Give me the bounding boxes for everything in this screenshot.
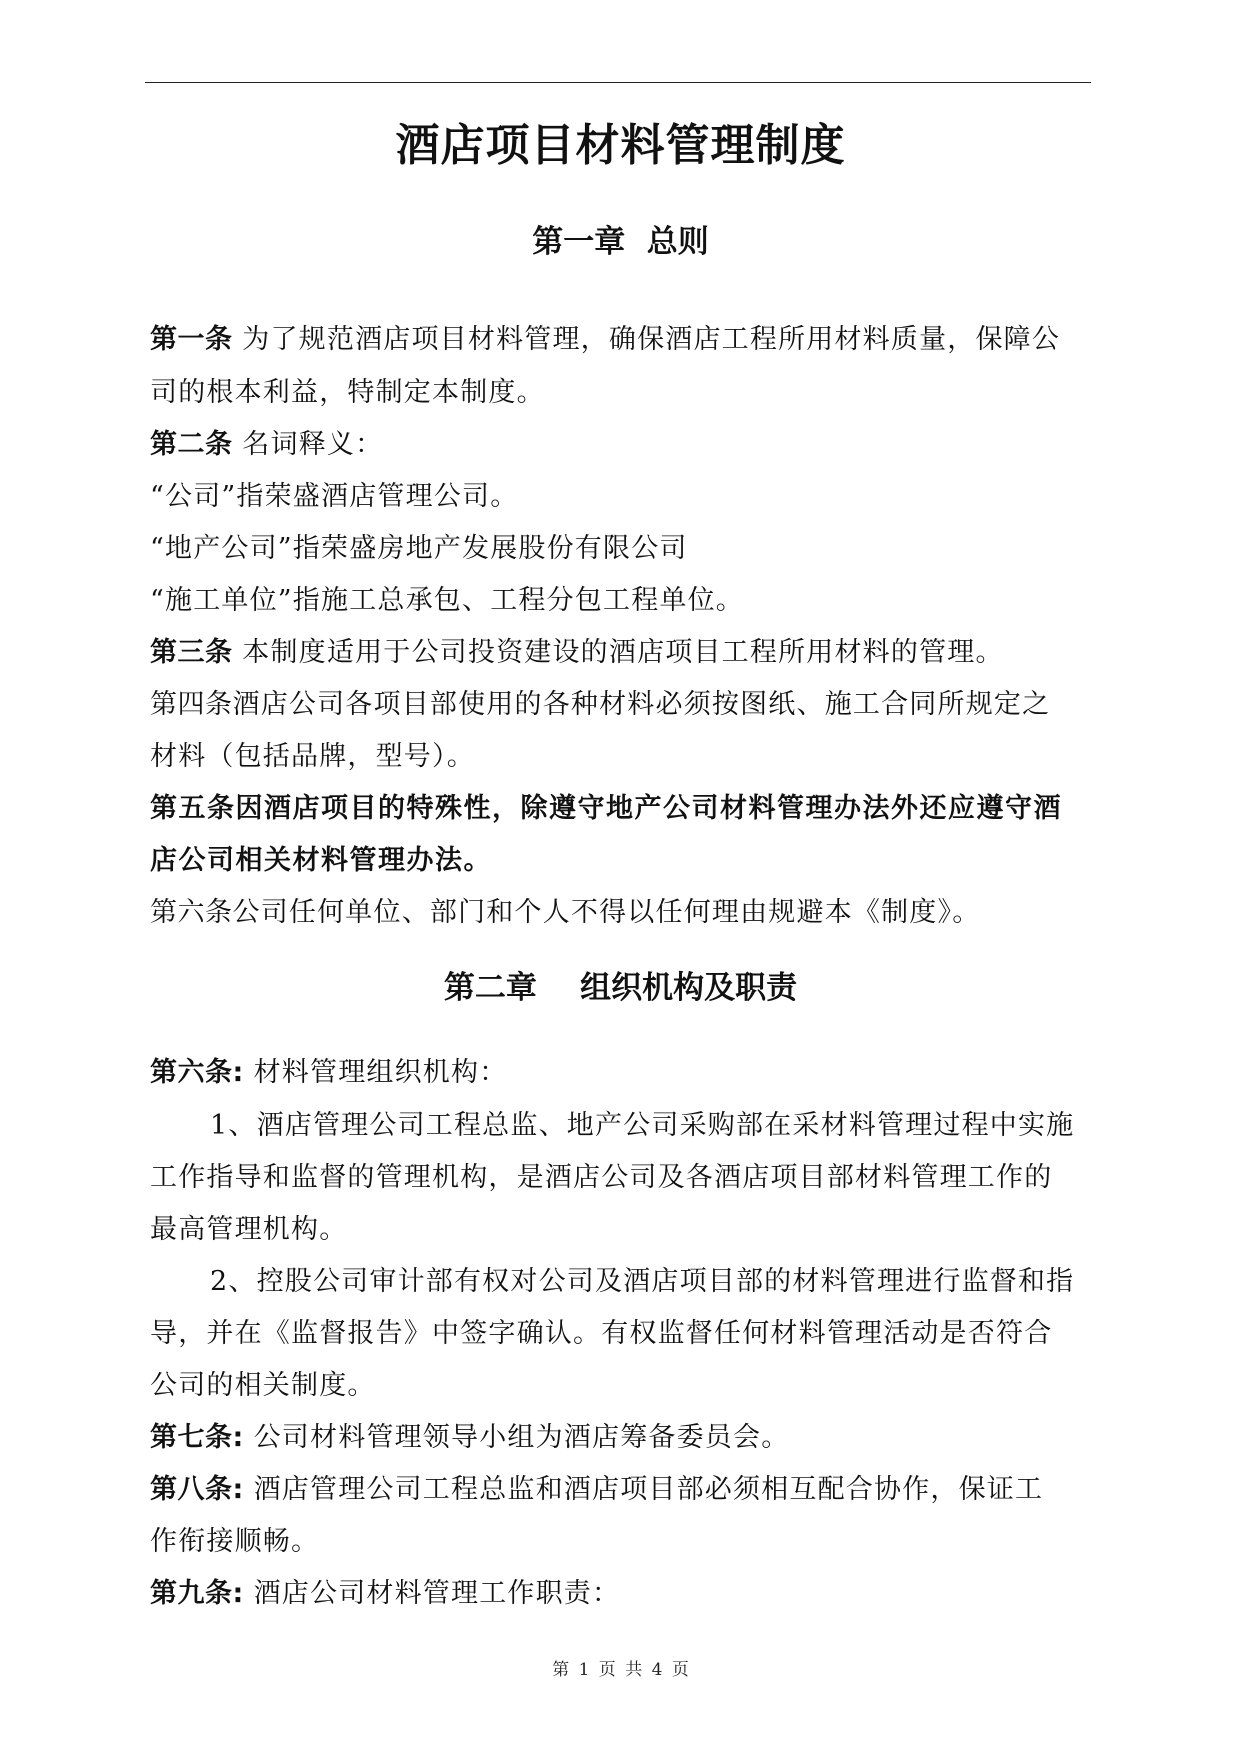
article-9-label: 第九条: [150,1578,244,1609]
item-1-line-2: 工作指导和监督的管理机构，是酒店公司及各酒店项目部材料管理工作的 [150,1162,1053,1193]
article-5-line-2: 店公司相关材料管理办法。 [150,845,492,876]
article-6-text: 公司任何单位、部门和个人不得以任何理由规避本《制度》。 [232,897,981,928]
article-9 [150,1574,1090,1614]
article-3-text: 本制度适用于公司投资建设的酒店项目工程所用材料的管理。 [232,637,1004,668]
item-2-line-2: 导，并在《监督报告》中签字确认。有权监督任何材料管理活动是否符合 [150,1318,1053,1349]
article-9-text: 酒店公司材料管理工作职责： [243,1578,621,1609]
article-8-line-1 [150,1470,1090,1510]
article-1-line-2: 司的根本利益，特制定本制度。 [150,377,545,408]
article-7 [150,1418,1090,1458]
header-rule [145,82,1091,83]
article-6 [150,893,1090,933]
page-number-footer: 第 1 页 共 4 页 [552,1660,689,1680]
article-5-line-1: 第五条因酒店项目的特殊性，除遵守地产公司材料管理办法外还应遵守酒 [150,793,1062,824]
definition-construction-unit: “施工单位”指施工总承包、工程分包工程单位。 [150,585,745,616]
item-2-line-1: 2、控股公司审计部有权对公司及酒店项目部的材料管理进行监督和指 [210,1266,1075,1297]
article-2 [150,425,1090,465]
article-1-line-1 [150,320,1090,360]
chapter-2-article-6-label: 第六条: [150,1057,244,1088]
article-4-line-2: 材料（包括品牌，型号）。 [150,741,475,772]
article-3-label: 第三条 [150,637,233,668]
document-title: 酒店项目材料管理制度 [395,120,846,171]
item-1-line-3: 最高管理机构。 [150,1214,348,1245]
chapter-2-article-6 [150,1053,1090,1093]
article-3 [150,633,1090,673]
definition-company: “公司”指荣盛酒店管理公司。 [150,481,519,512]
article-8-label: 第八条: [150,1474,244,1505]
article-8-text: 酒店管理公司工程总监和酒店项目部必须相互配合协作，保证工 [243,1474,1044,1505]
article-2-text: 名词释义： [232,429,384,460]
article-1-text: 为了规范酒店项目材料管理，确保酒店工程所用材料质量，保障公 [232,324,1061,355]
article-4-label: 第四条 [150,689,233,720]
definition-real-estate-company: “地产公司”指荣盛房地产发展股份有限公司 [150,533,688,564]
chapter-2-article-6-text: 材料管理组织机构： [243,1057,508,1088]
article-6-label: 第六条 [150,897,233,928]
article-7-label: 第七条: [150,1422,244,1453]
item-1-line-1: 1、酒店管理公司工程总监、地产公司采购部在采材料管理过程中实施 [210,1110,1075,1141]
chapter-1-heading: 第一章 总则 [532,224,709,260]
article-8-line-2: 作衔接顺畅。 [150,1526,320,1557]
article-4-text: 酒店公司各项目部使用的各种材料必须按图纸、施工合同所规定之 [232,689,1051,720]
article-4-line-1 [150,685,1090,725]
item-2-line-3: 公司的相关制度。 [150,1370,376,1401]
article-1-label: 第一条 [150,324,233,355]
chapter-2-heading: 第二章 组织机构及职责 [443,970,798,1006]
article-2-label: 第二条 [150,429,233,460]
article-7-text: 公司材料管理领导小组为酒店筹备委员会。 [243,1422,790,1453]
